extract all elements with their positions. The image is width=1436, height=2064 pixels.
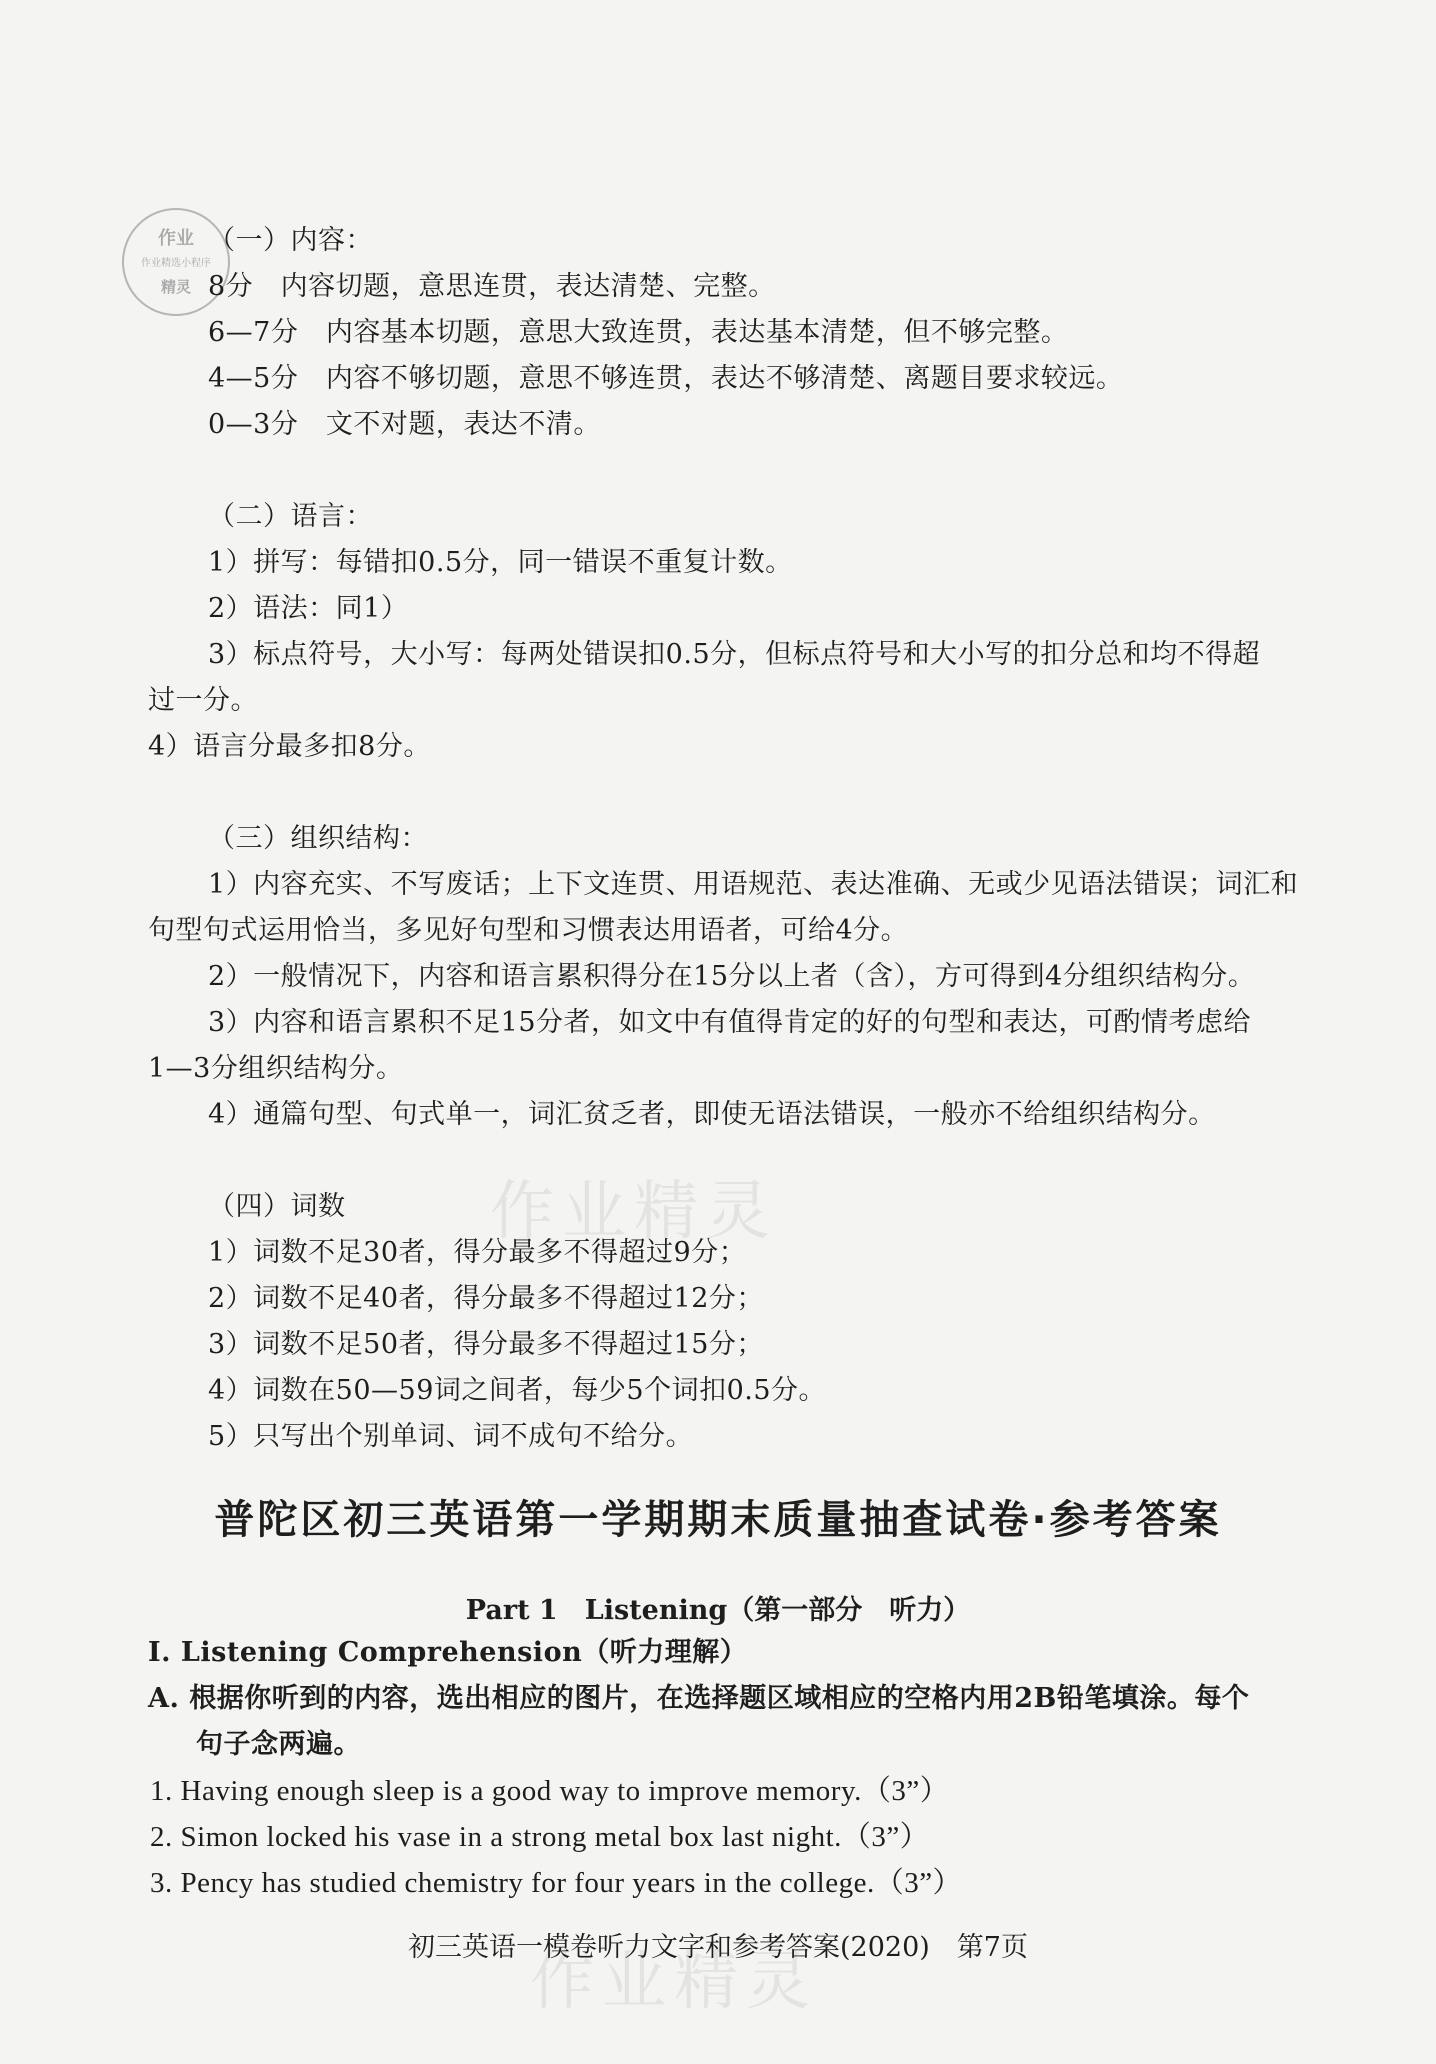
content-score-line: 0—3分 文不对题，表达不清。 (208, 409, 601, 440)
listening-item: 2. Simon locked his vase in a strong metal box last night.（3”） (150, 1821, 930, 1853)
instruction-line: 句子念两遍。 (196, 1729, 361, 1760)
content-score-line: 6—7分 内容基本切题，意思大致连贯，表达基本清楚，但不够完整。 (208, 317, 1069, 348)
watermark-text: 作业精灵 (490, 1175, 778, 1249)
listening-item: 3. Pency has studied chemistry for four years in the college.（3”） (150, 1867, 963, 1899)
word-count-rule-line: 5）只写出个别单词、词不成句不给分。 (208, 1421, 694, 1452)
language-rule-line: 3）标点符号，大小写：每两处错误扣0.5分，但标点符号和大小写的扣分总和均不得超 (208, 639, 1261, 670)
structure-rule-line: 1—3分组织结构分。 (148, 1053, 404, 1084)
word-count-rule-line: 1）词数不足30者，得分最多不得超过9分； (208, 1237, 747, 1268)
watermark-text: 作业精灵 (530, 1945, 818, 2019)
instruction-line: A. 根据你听到的内容，选出相应的图片，在选择题区域相应的空格内用2B铅笔填涂。每个 (148, 1683, 1250, 1714)
section-heading-word-count: （四）词数 (208, 1191, 346, 1222)
structure-rule-line: 句型句式运用恰当，多见好句型和习惯表达用语者，可给4分。 (148, 915, 909, 946)
language-rule-line: 1）拼写：每错扣0.5分，同一错误不重复计数。 (208, 547, 793, 578)
listening-item: 1. Having enough sleep is a good way to improve memory.（3”） (150, 1775, 950, 1807)
section-heading-content: （一）内容： (208, 225, 373, 256)
section-heading-language: （二）语言： (208, 501, 373, 532)
structure-rule-line: 3）内容和语言累积不足15分者，如文中有值得肯定的好的句型和表达，可酌情考虑给 (208, 1007, 1252, 1038)
answer-key-title: 普陀区初三英语第一学期期末质量抽查试卷·参考答案 (214, 1497, 1222, 1543)
content-score-line: 4—5分 内容不够切题，意思不够连贯，表达不够清楚、离题目要求较远。 (208, 363, 1124, 394)
stamp-middle-text: 作业精选小程序 (141, 258, 211, 269)
listening-section-heading: Ⅰ. Listening Comprehension（听力理解） (148, 1637, 748, 1668)
structure-rule-line: 2）一般情况下，内容和语言累积得分在15分以上者（含），方可得到4分组织结构分。 (208, 961, 1256, 992)
word-count-rule-line: 2）词数不足40者，得分最多不得超过12分； (208, 1283, 764, 1314)
structure-rule-line: 1）内容充实、不写废话；上下文连贯、用语规范、表达准确、无或少见语法错误；词汇和 (208, 869, 1299, 900)
page-footer: 初三英语一模卷听力文字和参考答案(2020) 第7页 (408, 1932, 1028, 1963)
language-rule-line: 4）语言分最多扣8分。 (148, 731, 431, 762)
language-rule-line: 2）语法：同1） (208, 593, 409, 624)
word-count-rule-line: 4）词数在50—59词之间者，每少5个词扣0.5分。 (208, 1375, 827, 1406)
part-heading: Part 1 Listening（第一部分 听力） (465, 1595, 971, 1626)
stamp-bottom-text: 精灵 (160, 278, 191, 296)
stamp-top-text: 作业 (158, 228, 194, 249)
section-heading-structure: （三）组织结构： (208, 823, 428, 854)
structure-rule-line: 4）通篇句型、句式单一，词汇贫乏者，即使无语法错误，一般亦不给组织结构分。 (208, 1099, 1216, 1130)
content-score-line: 8分 内容切题，意思连贯，表达清楚、完整。 (208, 271, 776, 302)
language-rule-line: 过一分。 (148, 685, 258, 716)
word-count-rule-line: 3）词数不足50者，得分最多不得超过15分； (208, 1329, 764, 1360)
